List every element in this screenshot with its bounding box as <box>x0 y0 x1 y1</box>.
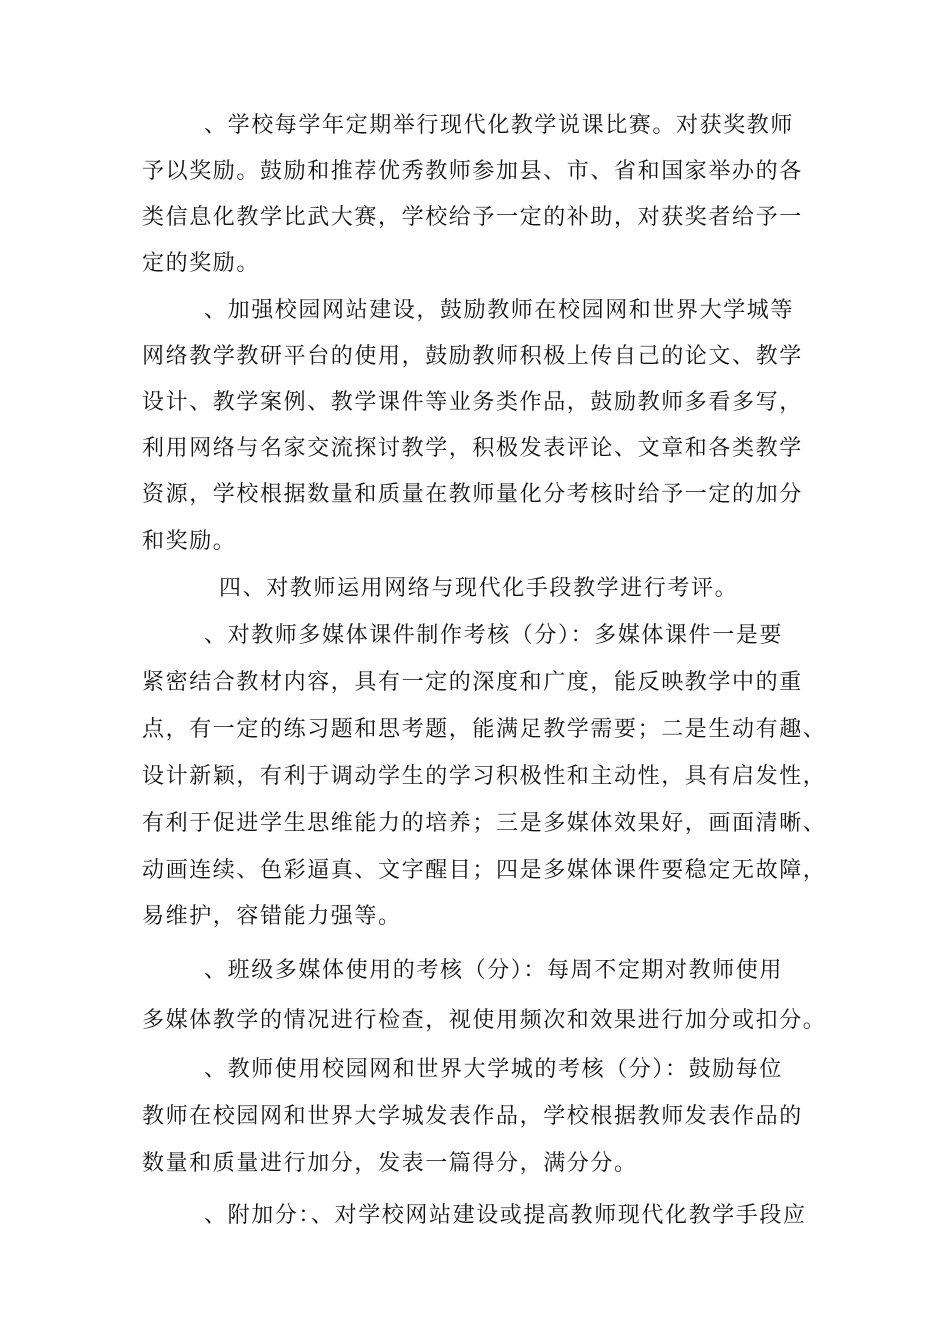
text-line: 、对教师多媒体课件制作考核（分）：多媒体课件一是要 <box>204 623 784 648</box>
text-line: 设计新颖，有利于调动学生的学习积极性和主动性，具有启发性， <box>142 764 827 789</box>
text-line: 类信息化教学比武大赛，学校给予一定的补助，对获奖者给予一 <box>142 205 803 230</box>
text-line: 、学校每学年定期举行现代化教学说课比赛。对获奖教师 <box>204 113 795 138</box>
text-line: 利用网络与名家交流探讨教学，积极发表评论、文章和各类教学 <box>142 436 803 461</box>
text-line: 予以奖励。鼓励和推荐优秀教师参加县、市、省和国家举办的各 <box>142 159 803 184</box>
text-line: 有利于促进学生思维能力的培养；三是多媒体效果好，画面清晰、 <box>142 811 827 836</box>
text-line: 和奖励。 <box>142 529 237 554</box>
text-line: 紧密结合教材内容，具有一定的深度和广度，能反映教学中的重 <box>142 670 803 695</box>
section-heading: 四、对教师运用网络与现代化手段教学进行考评。 <box>219 576 739 601</box>
text-line: 网络教学教研平台的使用，鼓励教师积极上传自己的论文、教学 <box>142 344 803 369</box>
text-line: 教师在校园网和世界大学城发表作品，学校根据教师发表作品的 <box>142 1104 803 1129</box>
text-line: 易维护，容错能力强等。 <box>142 904 402 929</box>
text-line: 点，有一定的练习题和思考题，能满足教学需要；二是生动有趣、 <box>142 717 827 742</box>
text-line: 、教师使用校园网和世界大学城的考核（分）：鼓励每位 <box>204 1057 784 1082</box>
text-line: 定的奖励。 <box>142 251 261 276</box>
text-line: 数量和质量进行加分，发表一篇得分，满分分。 <box>142 1151 638 1176</box>
text-line: 动画连续、色彩逼真、文字醒目；四是多媒体课件要稳定无故障， <box>142 858 827 883</box>
text-line: 、班级多媒体使用的考核（分）：每周不定期对教师使用 <box>204 958 784 983</box>
text-line: 多媒体教学的情况进行检查，视使用频次和效果进行加分或扣分。 <box>142 1008 827 1033</box>
text-line: 资源，学校根据数量和质量在教师量化分考核时给予一定的加分 <box>142 482 803 507</box>
text-line: 设计、教学案例、教学课件等业务类作品，鼓励教师多看多写， <box>142 390 803 415</box>
text-line: 、附加分：、对学校网站建设或提高教师现代化教学手段应 <box>204 1203 807 1228</box>
text-line: 、加强校园网站建设，鼓励教师在校园网和世界大学城等 <box>204 298 795 323</box>
